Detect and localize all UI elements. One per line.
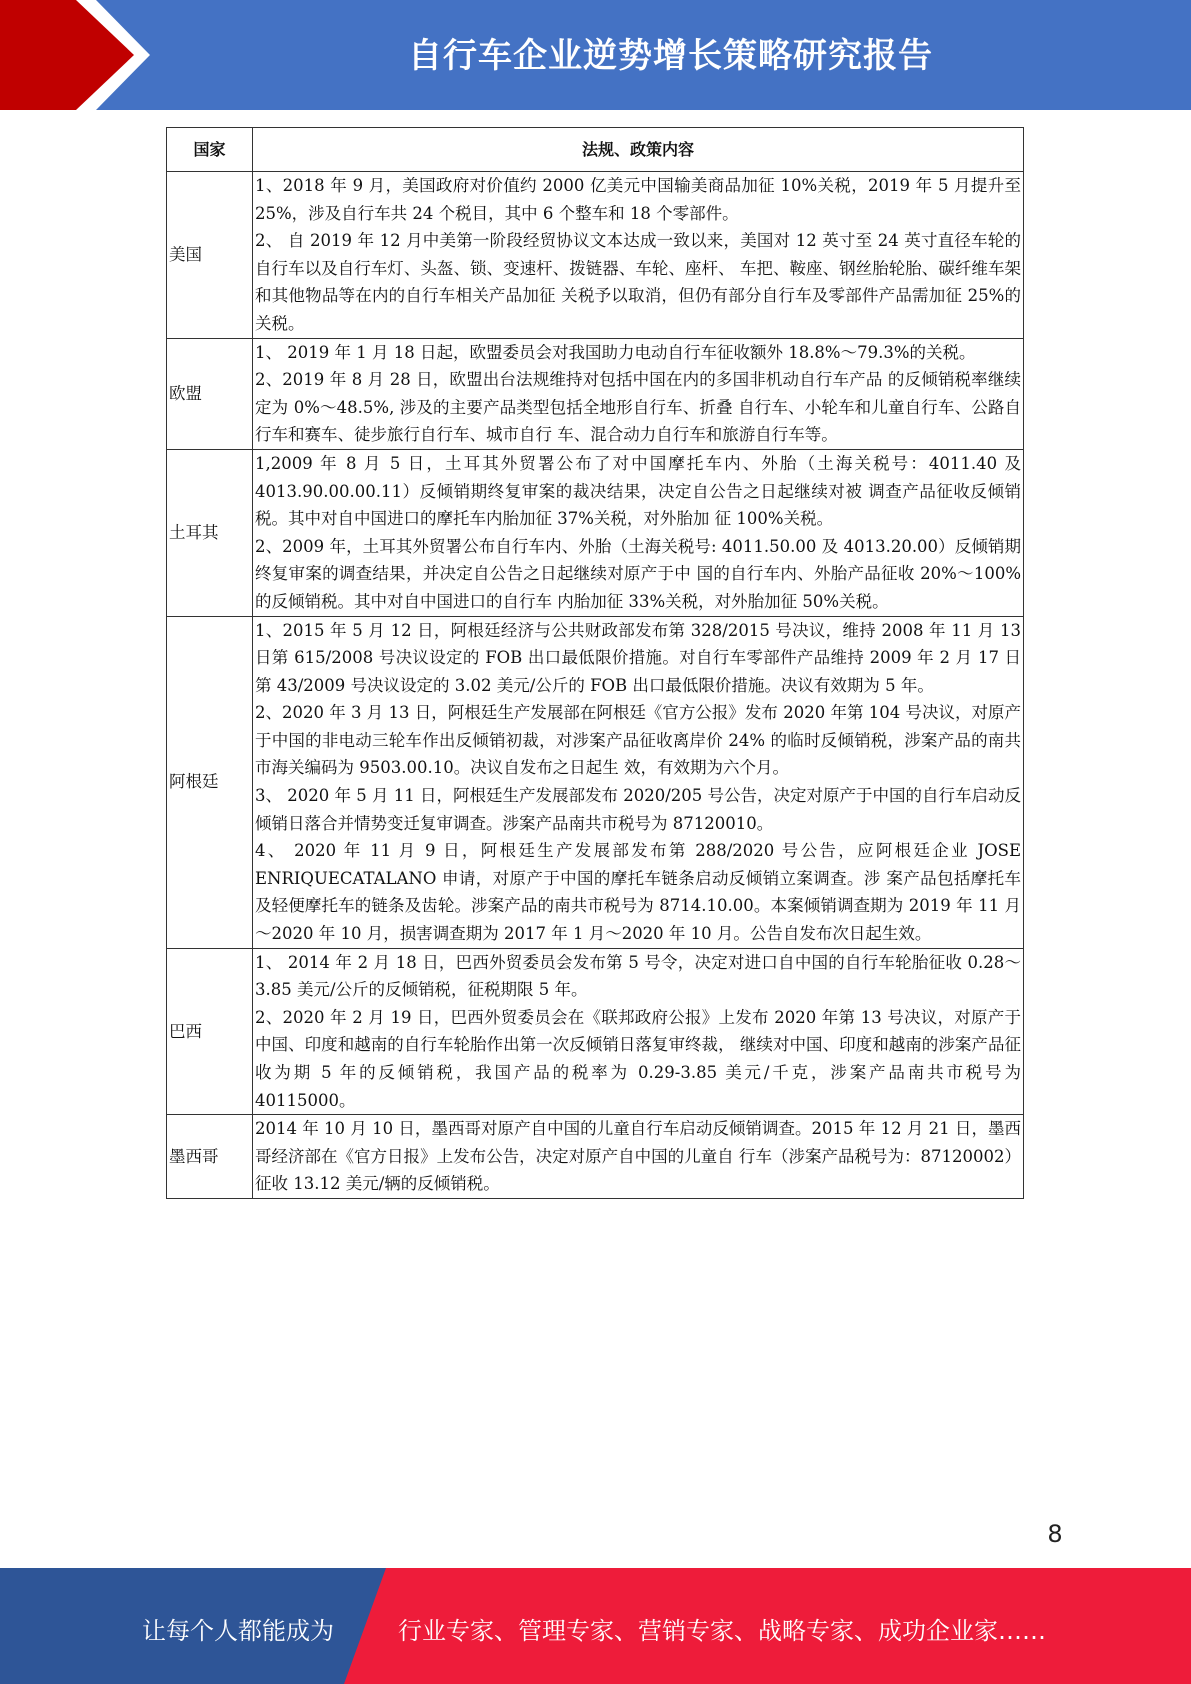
page-footer bbox=[0, 1568, 1191, 1684]
content-cell bbox=[253, 948, 1024, 1115]
policy-paragraph: 1、 2014 年 2 月 18 日，巴西外贸委员会发布第 5 号令，决定对进口自中国的自行车轮胎征收 0.28～3.85 美元/公斤的反倾销税，征税期限 5 年。 bbox=[255, 952, 1021, 1000]
policy-paragraph: 3、 2020 年 5 月 11 日，阿根廷生产发展部发布 2020/205 号公告，决定对原产于中国的自行车启动反倾销日落合并情势变迁复审调查。涉案产品南共市税号为 87120010。 bbox=[255, 786, 1021, 833]
page-number: 8 bbox=[1047, 1520, 1063, 1548]
policy-paragraph: 1、2015 年 5 月 12 日，阿根廷经济与公共财政部发布第 328/2015 号决议，维持 2008 年 11 月 13 日第 615/2008 号决议设定的 FOB 出口最低限价措施。对自行车零部件产品维持 2009 年 2 月 17 日第 43/2009 号决议设定的 3.02 美元/公斤的 FOB 出口最低限价措施。决议有效期为 5 年。 bbox=[255, 620, 1021, 695]
table-row-turkey bbox=[167, 449, 1024, 616]
policy-paragraph: 2、2019 年 8 月 28 日，欧盟出台法规维持对包括中国在内的多国非机动自行车产品 的反倾销税率继续定为 0%～48.5%, 涉及的主要产品类型包括全地形自行车、折叠 自行车、小轮车和儿童自行车、公路自行车和赛车、徒步旅行自行车、城市自行 车、混合动力自行车和旅游自行车等。 bbox=[255, 370, 1021, 445]
content-cell bbox=[253, 449, 1024, 616]
policy-paragraph: 2、 自 2019 年 12 月中美第一阶段经贸协议文本达成一致以来，美国对 12 英寸至 24 英寸直径车轮的自行车以及自行车灯、头盔、锁、变速杆、拨链器、车轮、座杆、 车把、鞍座、钢丝胎轮胎、碳纤维车架和其他物品等在内的自行车相关产品加征 关税予以取消，但仍有部分自行车及零部件产品需加征 25%的关税。 bbox=[255, 231, 1021, 333]
policy-paragraph: 2、2020 年 2 月 19 日，巴西外贸委员会在《联邦政府公报》上发布 2020 年第 13 号决议，对原产于中国、印度和越南的自行车轮胎作出第一次反倾销日落复审终裁， 继续对中国、印度和越南的涉案产品征收为期 5 年的反倾销税，我国产品的税率为 0.29-3.85 美元/千克，涉案产品南共市税号为 40115000。 bbox=[255, 1007, 1021, 1110]
policy-paragraph: 4、 2020 年 11 月 9 日，阿根廷生产发展部发布第 288/2020 号公告，应阿根廷企业 JOSE ENRIQUECATALANO 申请，对原产于中国的摩托车链条启动反倾销立案调查。涉 案产品包括摩托车及轻便摩托车的链条及齿轮。涉案产品的南共市税号为 8714.10.00。本案倾销调查期为 2019 年 11 月～2020 年 10 月，损害调查期为 2017 年 1 月～2020 年 10 月。公告自发布次日起生效。 bbox=[255, 841, 1021, 944]
footer-slogan-left: 让每个人都能成为 bbox=[142, 1617, 334, 1645]
policy-paragraph: 2、2009 年，土耳其外贸署公布自行车内、外胎（土海关税号: 4011.50.00 及 4013.20.00）反倾销期终复审案的调查结果，并决定自公告之日起继续对原产于中 国的自行车内、外胎产品征收 20%～100%的反倾销税。其中对自中国进口的自行车 内胎加征 33%关税，对外胎加征 50%关税。 bbox=[255, 536, 1021, 611]
header-country: 国家 bbox=[167, 128, 253, 172]
content-cell bbox=[253, 172, 1024, 339]
policy-paragraph: 2、2020 年 3 月 13 日，阿根廷生产发展部在阿根廷《官方公报》发布 2020 年第 104 号决议，对原产于中国的非电动三轮车作出反倾销初裁，对涉案产品征收离岸价 24% 的临时反倾销税，涉案产品的南共市海关编码为 9503.00.10。决议自发布之日起生 效，有效期为六个月。 bbox=[255, 703, 1021, 778]
country-cell: 巴西 bbox=[167, 948, 253, 1115]
table-row-mexico bbox=[167, 1115, 1024, 1199]
table-row-usa bbox=[167, 172, 1024, 339]
country-cell: 欧盟 bbox=[167, 338, 253, 449]
country-cell: 阿根廷 bbox=[167, 616, 253, 948]
content-cell bbox=[253, 616, 1024, 948]
table-row-brazil bbox=[167, 948, 1024, 1115]
policy-paragraph: 2014 年 10 月 10 日，墨西哥对原产自中国的儿童自行车启动反倾销调查。2015 年 12 月 21 日，墨西哥经济部在《官方日报》上发布公告，决定对原产自中国的儿童自 行车（涉案产品税号为：87120002）征收 13.12 美元/辆的反倾销税。 bbox=[255, 1119, 1021, 1194]
table-row-eu bbox=[167, 338, 1024, 449]
country-cell: 美国 bbox=[167, 172, 253, 339]
content-cell bbox=[253, 338, 1024, 449]
page-header bbox=[0, 0, 1191, 110]
table-row-argentina bbox=[167, 616, 1024, 948]
country-cell: 墨西哥 bbox=[167, 1115, 253, 1199]
header-content: 法规、政策内容 bbox=[253, 128, 1024, 172]
policy-table bbox=[166, 127, 1024, 1199]
policy-paragraph: 1、2018 年 9 月，美国政府对价值约 2000 亿美元中国输美商品加征 10%关税，2019 年 5 月提升至 25%，涉及自行车共 24 个税目，其中 6 个整车和 18 个零部件。 bbox=[255, 176, 1021, 223]
policy-paragraph: 1、 2019 年 1 月 18 日起，欧盟委员会对我国助力电动自行车征收额外 18.8%～79.3%的关税。 bbox=[255, 342, 976, 362]
footer-slogan-right: 行业专家、管理专家、营销专家、战略专家、成功企业家…… bbox=[398, 1617, 1046, 1645]
content-cell bbox=[253, 1115, 1024, 1199]
table-header-row bbox=[167, 128, 1024, 172]
policy-paragraph: 1,2009 年 8 月 5 日，土耳其外贸署公布了对中国摩托车内、外胎（土海关税号：4011.40 及 4013.90.00.00.11）反倾销期终复审案的裁决结果，决定自公告之日起继续对被 调查产品征收反倾销税。其中对自中国进口的摩托车内胎加征 37%关税，对外胎加 征 100%关税。 bbox=[255, 453, 1021, 529]
header-chevron bbox=[0, 0, 134, 110]
report-title: 自行车企业逆势增长策略研究报告 bbox=[408, 36, 933, 76]
country-cell: 土耳其 bbox=[167, 449, 253, 616]
